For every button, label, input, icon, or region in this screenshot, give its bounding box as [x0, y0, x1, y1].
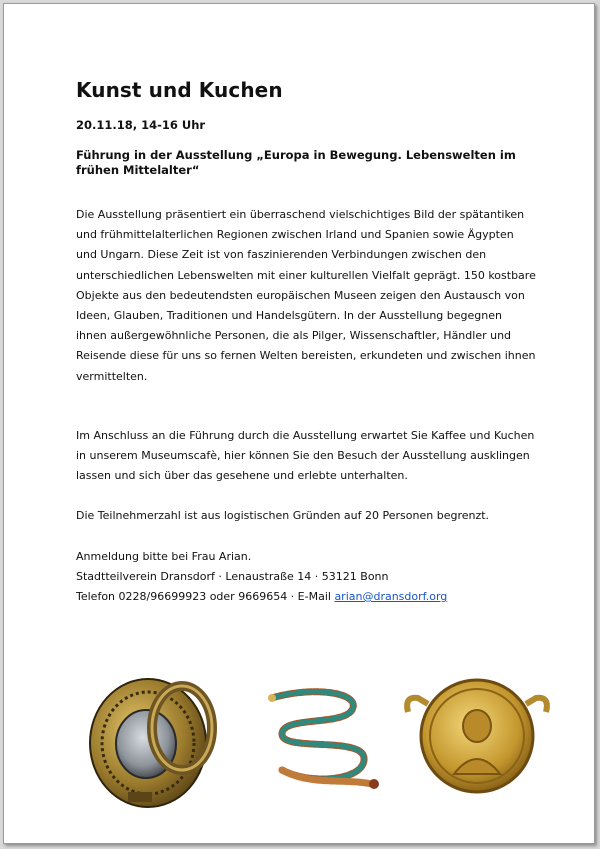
gold-coin-ring-icon	[402, 674, 552, 806]
description-paragraph: Die Ausstellung präsentiert ein überraschend vielschichtiges Bild der spätantiken und frühmittelalterlichen Regionen zwischen Irland und Spanien sowie Ägypten und Ungarn. Diese Zeit ist von faszinierenden Verbindungen zwischen den unterschiedlichen Lebenswelten mit einer kulturellen Vielfalt geprägt. 150 kostbare Objekte aus den bedeutendsten europäischen Museen zeigen den Austausch von Ideen, Glauben, Traditionen und Handelsgütern. In der Ausstellung begegnen ihnen außergewöhnliche Personen, die als Pilger, Wissenschaftler, Händler und Reisende diese für uns so fernen Welten bereisten, erkundeten und zwischen ihnen vermittelten.	[76, 208, 536, 383]
participants-paragraph: Die Teilnehmerzahl ist aus logistischen Gründen auf 20 Personen begrenzt.	[76, 509, 490, 523]
contact-line-address: Stadtteilverein Dransdorf · Lenaustraße 14 · 53121 Bonn	[76, 569, 389, 583]
brooch-icon	[84, 668, 234, 810]
contact-block	[76, 547, 536, 608]
event-date: 20.11.18, 14-16 Uhr	[76, 118, 206, 132]
event-subtitle: Führung in der Ausstellung „Europa in Bewegung. Lebenswelten im frühen Mittelalter“	[76, 148, 516, 177]
contact-line-phone: Telefon 0228/96699923 oder 9669654 · E-Mail	[76, 590, 335, 604]
document-title: Kunst und Kuchen	[76, 78, 283, 102]
document-content	[76, 78, 536, 607]
cafe-paragraph: Im Anschluss an die Führung durch die Ausstellung erwartet Sie Kaffee und Kuchen in unserem Museumscafè, hier können Sie den Besuch der Ausstellung ausklingen lassen und sich über das gesehene und erlebte unterhalten.	[76, 428, 535, 483]
document-page	[3, 3, 595, 844]
bead-necklace-icon	[252, 686, 392, 796]
contact-line-registration: Anmeldung bitte bei Frau Arian.	[76, 549, 252, 563]
email-link[interactable]: arian@dransdorf.org	[334, 590, 448, 604]
exhibit-images	[84, 668, 544, 818]
